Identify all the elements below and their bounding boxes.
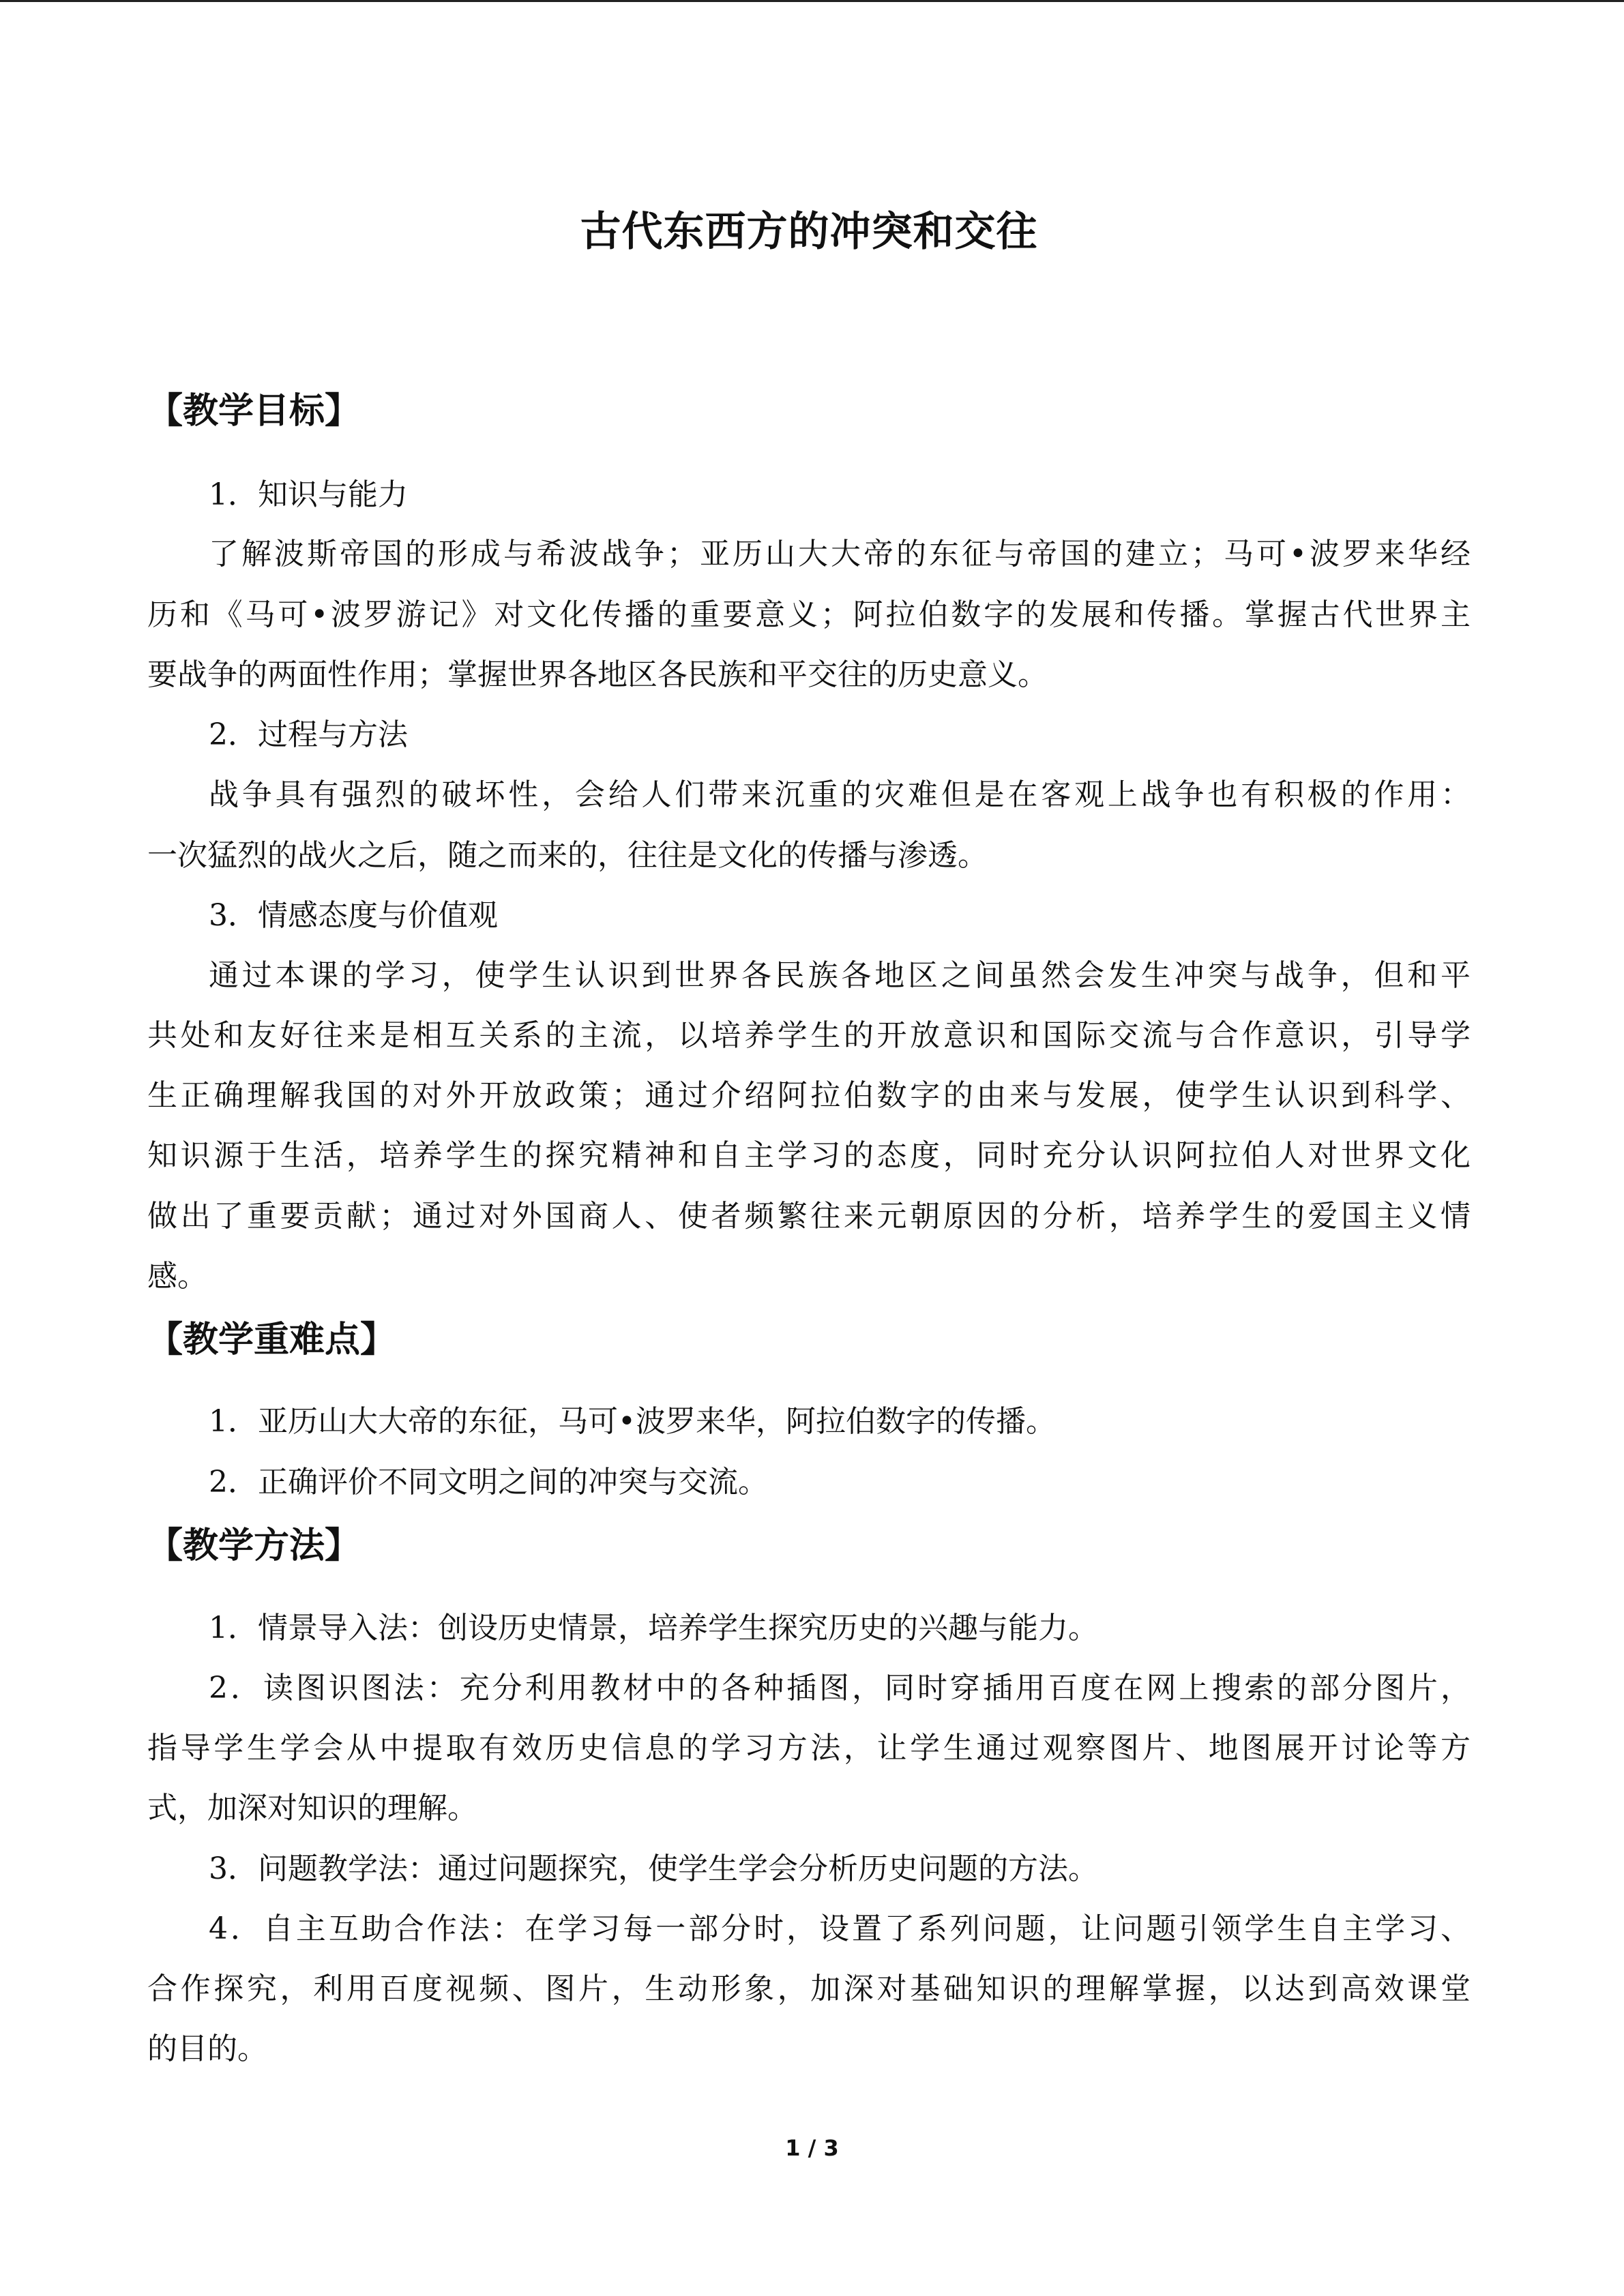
goals-paragraph-1-line-1: 了解波斯帝国的形成与希波战争；亚历山大大帝的东征与帝国的建立；马可•波罗来华经: [209, 537, 1471, 571]
goals-paragraph-3-line-4: 知识源于生活，培养学生的探究精神和自主学习的态度，同时充分认识阿拉伯人对世界文化: [147, 1138, 1471, 1173]
section-heading-goals: 【教学目标】: [147, 391, 361, 432]
goals-item-3: 3．情感态度与价值观: [209, 898, 498, 933]
section-heading-methods: 【教学方法】: [147, 1525, 361, 1566]
page-number: 1 / 3: [785, 2135, 839, 2161]
key-points-item-1: 1．亚历山大大帝的东征，马可•波罗来华，阿拉伯数字的传播。: [209, 1404, 1056, 1439]
methods-item-4-line-3: 的目的。: [147, 2031, 267, 2066]
goals-paragraph-2-line-2: 一次猛烈的战火之后，随之而来的，往往是文化的传播与渗透。: [147, 838, 988, 873]
section-heading-key-points: 【教学重难点】: [147, 1320, 396, 1360]
methods-item-2-line-3: 式，加深对知识的理解。: [147, 1791, 477, 1825]
goals-item-2: 2．过程与方法: [209, 717, 408, 752]
methods-item-1: 1．情景导入法：创设历史情景，培养学生探究历史的兴趣与能力。: [209, 1611, 1098, 1645]
goals-paragraph-2-line-1: 战争具有强烈的破坏性，会给人们带来沉重的灾难但是在客观上战争也有积极的作用：: [209, 777, 1471, 812]
goals-paragraph-1-line-3: 要战争的两面性作用；掌握世界各地区各民族和平交往的历史意义。: [147, 657, 1048, 692]
methods-item-2-line-2: 指导学生学会从中提取有效历史信息的学习方法，让学生通过观察图片、地图展开讨论等方: [147, 1731, 1471, 1765]
goals-paragraph-3-line-2: 共处和友好往来是相互关系的主流，以培养学生的开放意识和国际交流与合作意识，引导学: [147, 1018, 1471, 1053]
goals-paragraph-3-line-5: 做出了重要贡献；通过对外国商人、使者频繁往来元朝原因的分析，培养学生的爱国主义情: [147, 1199, 1471, 1234]
document-title: 古代东西方的冲突和交往: [580, 208, 1038, 256]
key-points-item-2: 2．正确评价不同文明之间的冲突与交流。: [209, 1465, 768, 1500]
methods-item-2-line-1: 2．读图识图法：充分利用教材中的各种插图，同时穿插用百度在网上搜索的部分图片，: [209, 1671, 1471, 1705]
goals-paragraph-3-line-1: 通过本课的学习，使学生认识到世界各民族各地区之间虽然会发生冲突与战争，但和平: [209, 958, 1471, 993]
goals-paragraph-3-line-3: 生正确理解我国的对外开放政策；通过介绍阿拉伯数字的由来与发展，使学生认识到科学、: [147, 1078, 1471, 1113]
methods-item-4-line-1: 4．自主互助合作法：在学习每一部分时，设置了系列问题，让问题引领学生自主学习、: [209, 1911, 1471, 1946]
page-top-border: [0, 0, 1624, 2]
methods-item-3: 3．问题教学法：通过问题探究，使学生学会分析历史问题的方法。: [209, 1851, 1098, 1886]
goals-paragraph-1-line-2: 历和《马可•波罗游记》对文化传播的重要意义；阿拉伯数字的发展和传播。掌握古代世界主: [147, 597, 1471, 632]
methods-item-4-line-2: 合作探究，利用百度视频、图片，生动形象，加深对基础知识的理解掌握，以达到高效课堂: [147, 1971, 1471, 2006]
goals-item-1: 1．知识与能力: [209, 477, 408, 512]
goals-paragraph-3-line-6: 感。: [147, 1259, 207, 1294]
